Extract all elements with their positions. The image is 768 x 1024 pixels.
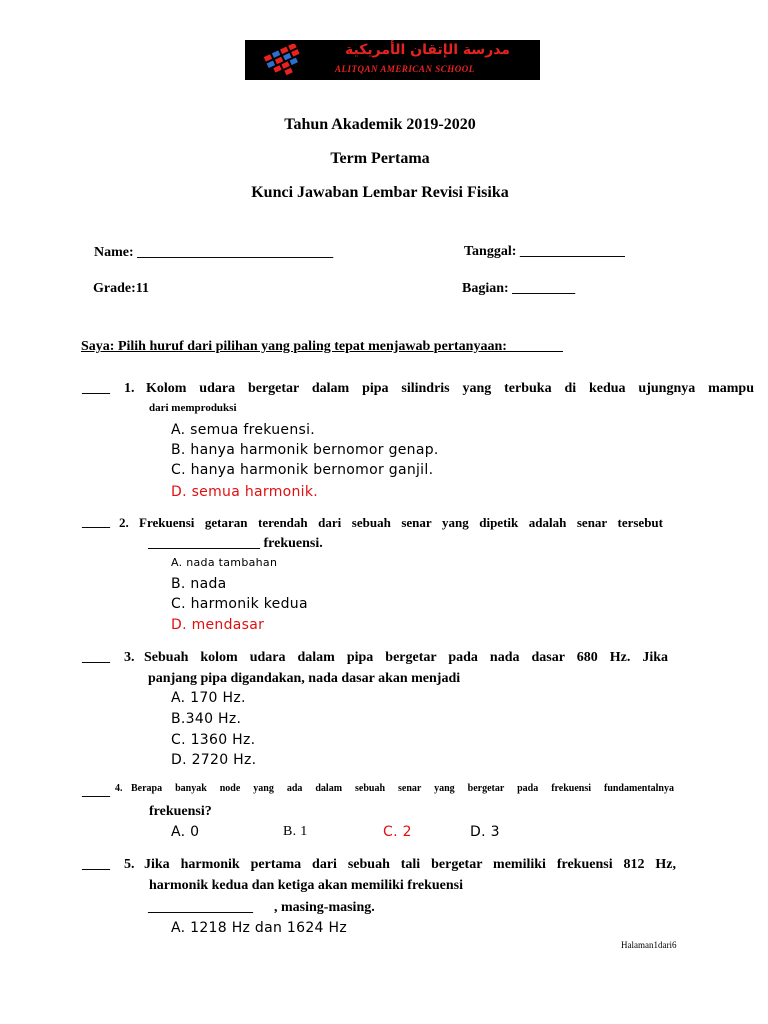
question-number: 5. [124, 857, 135, 872]
option-d: D. 3 [470, 824, 500, 840]
question-text-cont: dari memproduksi [149, 402, 237, 414]
option-c: C. 1360 Hz. [171, 732, 256, 748]
grade-field: Grade:11 [93, 281, 149, 296]
page-number: Halaman1dari6 [621, 940, 677, 950]
question-text: Berapa banyak node yang ada dalam sebuah senar yang bergetar pada frekuensi fundamentalnya [131, 783, 674, 794]
logo-arabic-text: مدرسة الإتقان الأمريكية [345, 42, 510, 58]
question-text: Sebuah kolom udara dalam pipa bergetar pada nada dasar 680 Hz. Jika [144, 650, 668, 665]
option-a: A. 170 Hz. [171, 690, 246, 706]
instruction: Saya: Pilih huruf dari pilihan yang paling tepat menjawab pertanyaan:________ [81, 339, 563, 354]
question-text-cont: _______________ , masing-masing. [148, 900, 375, 915]
answer-blank: ____ [82, 381, 110, 396]
option-d-correct: D. mendasar [171, 617, 265, 633]
question-text: Frekuensi getaran terendah dari sebuah senar yang dipetik adalah senar tersebut [139, 515, 663, 530]
question-text-cont: ________________ frekuensi. [148, 536, 323, 551]
option-c: C. hanya harmonik bernomor ganjil. [171, 462, 434, 478]
academic-year: Tahun Akademik 2019-2020 [284, 116, 476, 133]
option-c: C. harmonik kedua [171, 596, 308, 612]
option-d: D. 2720 Hz. [171, 752, 257, 768]
option-b: B.340 Hz. [171, 711, 242, 727]
name-field: Name: ____________________________ [94, 245, 334, 260]
option-d-correct: D. semua harmonik. [171, 484, 319, 500]
question-text: Kolom udara bergetar dalam pipa silindris yang terbuka di kedua ujungnya mampu [146, 381, 754, 396]
question-number: 4. [115, 783, 123, 794]
school-logo [245, 40, 540, 80]
option-b: B. hanya harmonik bernomor genap. [171, 442, 439, 458]
date-field: Tanggal: _______________ [464, 244, 625, 259]
document-title: Kunci Jawaban Lembar Revisi Fisika [251, 184, 509, 201]
option-b: B. 1 [283, 824, 308, 839]
term-title: Term Pertama [330, 150, 430, 167]
option-a: A. 1218 Hz dan 1624 Hz [171, 920, 347, 936]
question-number: 3. [124, 650, 135, 665]
logo-grid-icon [261, 44, 311, 76]
question-text-cont: frekuensi? [149, 804, 212, 819]
option-a: A. 0 [171, 824, 200, 840]
option-a: A. semua frekuensi. [171, 422, 316, 438]
question-text-cont: harmonik kedua dan ketiga akan memiliki frekuensi [149, 878, 464, 893]
answer-blank: ____ [82, 857, 110, 872]
logo-english-text: ALITQAN AMERICAN SCHOOL [335, 64, 475, 74]
option-b: B. nada [171, 576, 227, 592]
section-field: Bagian: _________ [462, 281, 576, 296]
question-number: 1. [124, 381, 135, 396]
question-number: 2. [119, 515, 129, 530]
answer-blank: ____ [82, 784, 110, 799]
answer-blank: ____ [82, 650, 110, 665]
question-text: Jika harmonik pertama dari sebuah tali bergetar memiliki frekuensi 812 Hz, [144, 857, 676, 872]
option-c-correct: C. 2 [383, 824, 412, 840]
question-text-cont: panjang pipa digandakan, nada dasar akan menjadi [148, 671, 461, 686]
answer-blank: ____ [82, 515, 110, 530]
option-a: A. nada tambahan [171, 556, 278, 569]
